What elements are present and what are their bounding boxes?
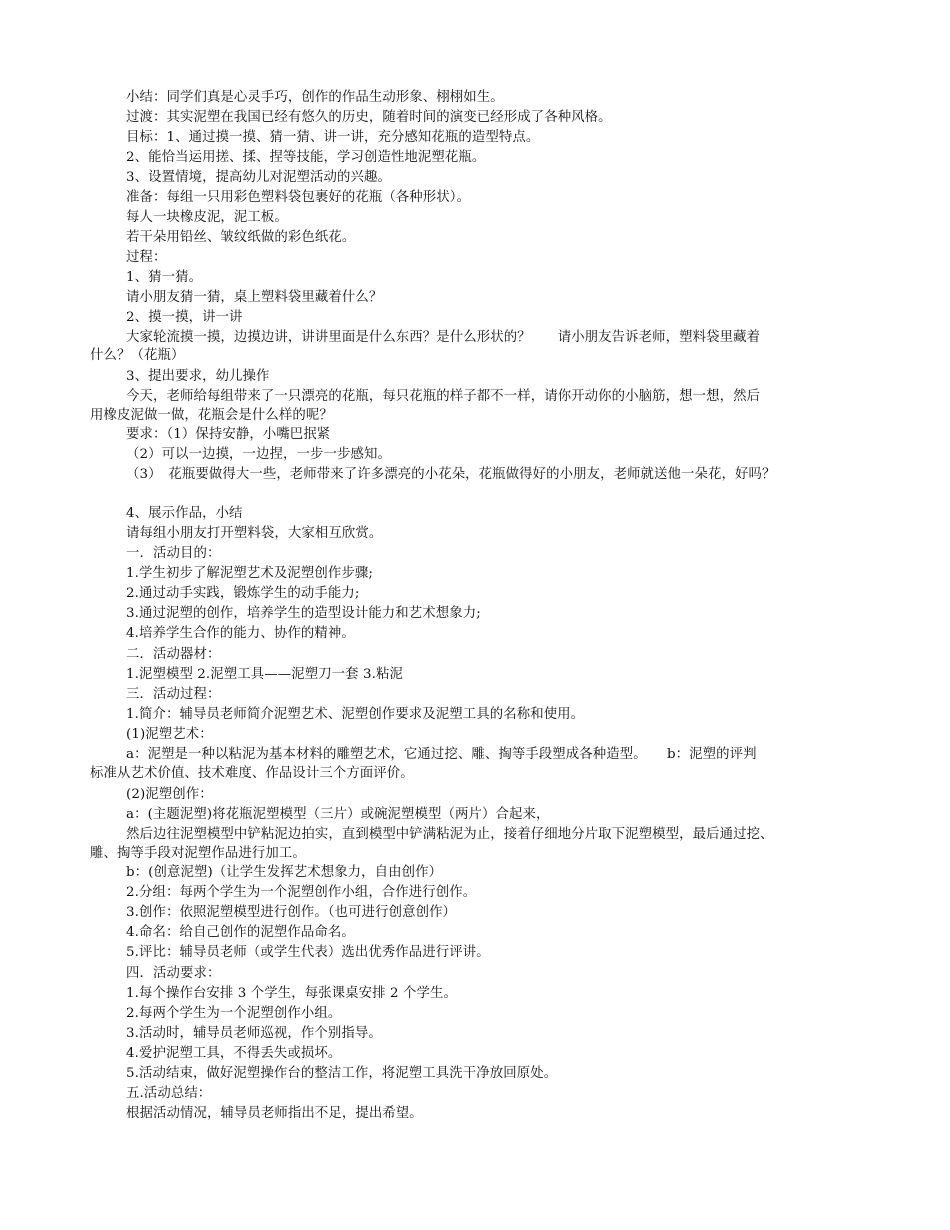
text-line: 请每组小朋友打开塑料袋，大家相互欣赏。 (126, 526, 383, 541)
text-line: 2.通过动手实践，锻炼学生的动手能力; (126, 586, 360, 601)
text-line: 4.培养学生合作的能力、协作的精神。 (126, 626, 355, 641)
text-line: 4、展示作品，小结 (126, 506, 243, 521)
text-line: 2、能恰当运用搓、揉、捏等技能，学习创造性地泥塑花瓶。 (126, 150, 486, 165)
text-line: 2、摸一摸，讲一讲 (126, 310, 243, 325)
text-line: 3.创作：依照泥塑模型进行创作。（也可进行创意创作） (126, 905, 457, 920)
text-line: 小结：同学们真是心灵手巧，创作的作品生动形象、栩栩如生。 (126, 90, 504, 105)
text-line: b：(创意泥塑)（让学生发挥艺术想象力，自由创作） (126, 865, 443, 880)
text-line: 目标：1、通过摸一摸、猜一猜、讲一讲，充分感知花瓶的造型特点。 (126, 130, 540, 145)
text-line: 3.活动时，辅导员老师巡视，作个别指导。 (126, 1026, 382, 1041)
text-line: 4.爱护泥塑工具，不得丢失或损坏。 (126, 1046, 342, 1061)
text-line: 四．活动要求： (126, 966, 221, 981)
text-line: 1.简介：辅导员老师简介泥塑艺术、泥塑创作要求及泥塑工具的名称和使用。 (126, 707, 585, 722)
text-line: a：(主题泥塑)将花瓶泥塑模型（三片）或碗泥塑模型（两片）合起来， (126, 807, 550, 822)
text-line: 今天，老师给每组带来了一只漂亮的花瓶，每只花瓶的样子都不一样，请你开动你的小脑筋，想一想，然后 (126, 389, 761, 404)
text-line: 三．活动过程： (126, 687, 221, 702)
text-line: 1.每个操作台安排 3 个学生，每张课桌安排 2 个学生。 (126, 986, 457, 1001)
text-line: 5.活动结束，做好泥塑操作台的整洁工作，将泥塑工具洗干净放回原处。 (126, 1066, 558, 1081)
text-line: 若干朵用铅丝、皱纹纸做的彩色纸花。 (126, 230, 356, 245)
text-line: 根据活动情况，辅导员老师指出不足，提出希望。 (126, 1106, 423, 1121)
text-line: 过渡：其实泥塑在我国已经有悠久的历史，随着时间的演变已经形成了各种风格。 (126, 110, 612, 125)
text-line: 1、猜一猜。 (126, 270, 203, 285)
text-line: 五.活动总结： (126, 1086, 212, 1101)
text-line: (1)泥塑艺术： (126, 727, 213, 742)
text-line: 雕、掏等手段对泥塑作品进行加工。 (90, 846, 306, 861)
text-line: 2.分组：每两个学生为一个泥塑创作小组，合作进行创作。 (126, 885, 477, 900)
text-line: 标准从艺术价值、技术难度、作品设计三个方面评价。 (90, 766, 414, 781)
text-line: 用橡皮泥做一做，花瓶会是什么样的呢？ (90, 408, 333, 423)
text-line: （3） 花瓶要做得大一些，老师带来了许多漂亮的小花朵，花瓶做得好的小朋友，老师就送他一朵花，好吗？ (126, 467, 776, 482)
text-line: 大家轮流摸一摸，边摸边讲，讲讲里面是什么东西？是什么形状的？ 请小朋友告诉老师，塑料袋里藏着 (126, 330, 761, 345)
text-line: （2）可以一边摸，一边捏，一步一步感知。 (126, 447, 391, 462)
text-line: 2.每两个学生为一个泥塑创作小组。 (126, 1006, 342, 1021)
text-line: 1.学生初步了解泥塑艺术及泥塑创作步骤; (126, 566, 373, 581)
text-line: 3、提出要求，幼儿操作 (126, 369, 270, 384)
text-line: 要求：（1）保持安静，小嘴巴抿紧 (126, 427, 331, 442)
text-line: 1.泥塑模型 2.泥塑工具——泥塑刀一套 3.粘泥 (126, 667, 403, 682)
text-line: 过程： (126, 250, 167, 265)
text-line: 然后边往泥塑模型中铲粘泥边拍实，直到模型中铲满粘泥为止，接着仔细地分片取下泥塑模型，最后通过挖、 (126, 827, 774, 842)
text-line: 请小朋友猜一猜，桌上塑料袋里藏着什么？ (126, 290, 383, 305)
text-line: a：泥塑是一种以粘泥为基本材料的雕塑艺术，它通过挖、雕、掏等手段塑成各种造型。 b：泥塑的评判 (126, 747, 757, 762)
text-line: 什么？（花瓶） (90, 348, 185, 363)
text-line: 二．活动器材： (126, 647, 221, 662)
text-line: (2)泥塑创作： (126, 787, 213, 802)
text-line: 准备：每组一只用彩色塑料袋包裹好的花瓶（各种形状）。 (126, 190, 471, 205)
text-line: 3.通过泥塑的创作，培养学生的造型设计能力和艺术想象力; (126, 606, 481, 621)
text-line: 5.评比：辅导员老师（或学生代表）选出优秀作品进行评讲。 (126, 945, 490, 960)
text-line: 每人一块橡皮泥，泥工板。 (126, 210, 288, 225)
text-line: 3、设置情境，提高幼儿对泥塑活动的兴趣。 (126, 170, 391, 185)
text-line: 一．活动目的： (126, 546, 221, 561)
text-line: 4.命名：给自己创作的泥塑作品命名。 (126, 925, 355, 940)
